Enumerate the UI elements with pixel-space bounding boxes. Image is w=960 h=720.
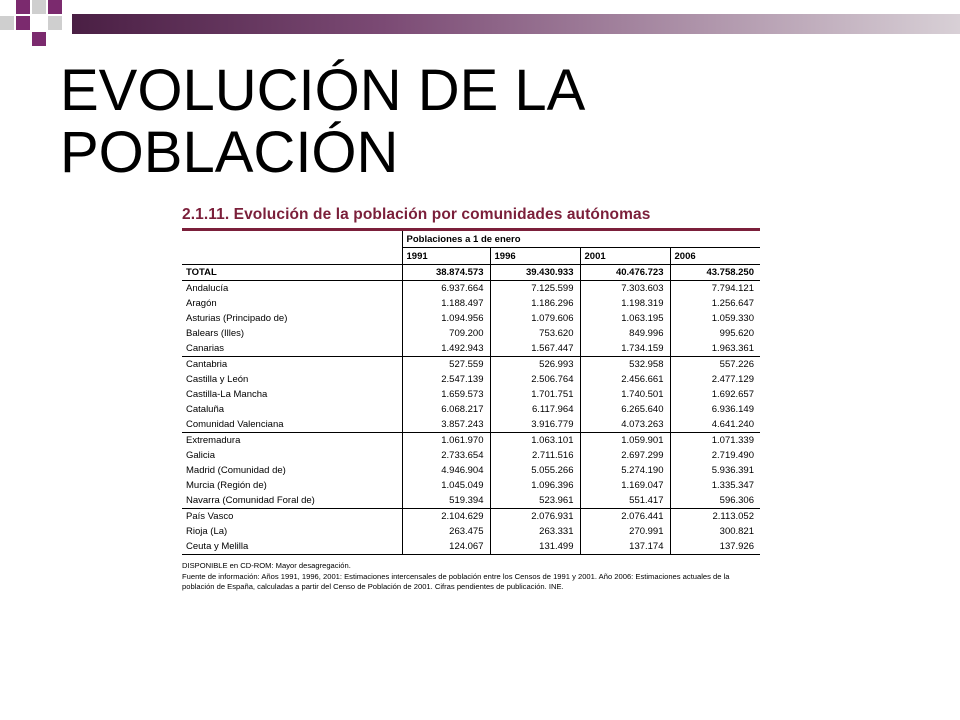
cell-value: 5.274.190	[580, 463, 670, 478]
cell-value: 1.079.606	[490, 311, 580, 326]
cell-value: 1.692.657	[670, 387, 760, 402]
cell-value: 4.073.263	[580, 417, 670, 433]
table-row	[182, 326, 760, 341]
row-label: Castilla y León	[186, 374, 249, 385]
decor-square	[0, 16, 14, 30]
cell-value: 38.874.573	[402, 265, 490, 281]
table-row	[182, 311, 760, 326]
row-label: TOTAL	[182, 265, 402, 281]
table-row	[182, 402, 760, 417]
cell-value: 551.417	[580, 493, 670, 509]
cell-value: 1.096.396	[490, 478, 580, 493]
table-row	[182, 296, 760, 311]
cell-value: 263.475	[402, 524, 490, 539]
cell-value: 2.547.139	[402, 372, 490, 387]
row-label: Balears (Illes)	[186, 328, 245, 339]
cell-value: 7.125.599	[490, 281, 580, 297]
cell-value: 709.200	[402, 326, 490, 341]
cell-value: 2.477.129	[670, 372, 760, 387]
table-row	[182, 463, 760, 478]
cell-value: 40.476.723	[580, 265, 670, 281]
row-label: Navarra (Comunidad Foral de)	[186, 495, 315, 506]
cell-value: 1.169.047	[580, 478, 670, 493]
header-bar	[72, 14, 960, 34]
cell-value: 2.113.052	[670, 509, 760, 525]
cell-value: 995.620	[670, 326, 760, 341]
cell-value: 523.961	[490, 493, 580, 509]
cell-value: 137.926	[670, 539, 760, 555]
row-label: Canarias	[186, 343, 225, 354]
slide-title-line-2: POBLACIÓN	[60, 120, 399, 185]
cell-value: 2.733.654	[402, 448, 490, 463]
cell-value: 137.174	[580, 539, 670, 555]
cell-value: 5.936.391	[670, 463, 760, 478]
cell-value: 4.641.240	[670, 417, 760, 433]
cell-value: 1.701.751	[490, 387, 580, 402]
cell-value: 1.188.497	[402, 296, 490, 311]
cell-value: 2.456.661	[580, 372, 670, 387]
cell-value: 527.559	[402, 357, 490, 373]
cell-value: 519.394	[402, 493, 490, 509]
cell-value: 1.659.573	[402, 387, 490, 402]
table-row	[182, 539, 760, 555]
cell-value: 5.055.266	[490, 463, 580, 478]
cell-value: 1.256.647	[670, 296, 760, 311]
cell-value: 7.303.603	[580, 281, 670, 297]
cell-value: 300.821	[670, 524, 760, 539]
row-label: Asturias (Principado de)	[186, 313, 288, 324]
year-header: 1991	[402, 248, 490, 265]
row-label: Ceuta y Melilla	[182, 539, 402, 555]
group-header-row	[182, 231, 760, 248]
table-title: 2.1.11. Evolución de la población por comunidades autónomas	[182, 206, 651, 223]
row-label: Extremadura	[182, 433, 402, 449]
cell-value: 6.068.217	[402, 402, 490, 417]
table-row	[182, 372, 760, 387]
cell-value: 1.567.447	[490, 341, 580, 357]
cell-value: 1.061.970	[402, 433, 490, 449]
cell-value: 526.993	[490, 357, 580, 373]
cell-value: 532.958	[580, 357, 670, 373]
year-header: 2001	[580, 248, 670, 265]
cell-value: 39.430.933	[490, 265, 580, 281]
cell-value: 43.758.250	[670, 265, 760, 281]
cell-value: 263.331	[490, 524, 580, 539]
note-availability: DISPONIBLE en CD-ROM: Mayor desagregación.	[182, 561, 351, 570]
slide-title-line-1: EVOLUCIÓN DE LA	[60, 58, 586, 123]
note-source: Fuente de información: Años 1991, 1996, 2001: Estimaciones intercensales de población entre los Censos de 1991 y 2001. Año 2006: Estimaciones actuales de la población de España, calculadas a partir del Censo de Población de 2001. Cifras pendientes de publicación. INE.	[182, 572, 730, 591]
row-label: Cantabria	[182, 357, 402, 373]
cell-value: 3.916.779	[490, 417, 580, 433]
cell-value: 1.198.319	[580, 296, 670, 311]
decor-square	[32, 32, 46, 46]
table-row	[182, 417, 760, 433]
table-row	[182, 509, 760, 525]
table-row	[182, 493, 760, 509]
cell-value: 270.991	[580, 524, 670, 539]
table-row	[182, 341, 760, 357]
cell-value: 1.335.347	[670, 478, 760, 493]
cell-value: 1.492.943	[402, 341, 490, 357]
cell-value: 849.996	[580, 326, 670, 341]
cell-value: 124.067	[402, 539, 490, 555]
table-body	[182, 281, 760, 555]
cell-value: 1.094.956	[402, 311, 490, 326]
table-row	[182, 478, 760, 493]
cell-value: 1.045.049	[402, 478, 490, 493]
cell-value: 1.063.195	[580, 311, 670, 326]
year-header-row	[182, 248, 760, 265]
cell-value: 6.936.149	[670, 402, 760, 417]
cell-value: 2.719.490	[670, 448, 760, 463]
table-row	[182, 357, 760, 373]
cell-value: 2.104.629	[402, 509, 490, 525]
year-header: 1996	[490, 248, 580, 265]
cell-value: 2.506.764	[490, 372, 580, 387]
row-label: Andalucía	[186, 283, 229, 294]
table-row	[182, 281, 760, 297]
cell-value: 1.734.159	[580, 341, 670, 357]
cell-value: 1.186.296	[490, 296, 580, 311]
year-header: 2006	[670, 248, 760, 265]
cell-value: 1.063.101	[490, 433, 580, 449]
cell-value: 1.071.339	[670, 433, 760, 449]
population-table-document	[182, 206, 760, 593]
cell-value: 6.937.664	[402, 281, 490, 297]
cell-value: 2.697.299	[580, 448, 670, 463]
cell-value: 1.963.361	[670, 341, 760, 357]
cell-value: 753.620	[490, 326, 580, 341]
cell-value: 3.857.243	[402, 417, 490, 433]
decor-square	[48, 0, 62, 14]
table-row	[182, 387, 760, 402]
row-label: Castilla-La Mancha	[186, 389, 268, 400]
cell-value: 1.059.330	[670, 311, 760, 326]
row-label: País Vasco	[182, 509, 402, 525]
table-row	[182, 433, 760, 449]
row-label: Rioja (La)	[186, 526, 228, 537]
cell-value: 2.076.931	[490, 509, 580, 525]
row-label: Murcia (Región de)	[186, 480, 267, 491]
cell-value: 7.794.121	[670, 281, 760, 297]
cell-value: 2.711.516	[490, 448, 580, 463]
row-label: Galicia	[186, 450, 216, 461]
population-table	[182, 231, 760, 555]
cell-value: 1.059.901	[580, 433, 670, 449]
decor-square	[32, 0, 46, 14]
decor-square	[48, 16, 62, 30]
decor-square	[16, 16, 30, 30]
cell-value: 131.499	[490, 539, 580, 555]
slide-title	[60, 60, 920, 184]
cell-value: 596.306	[670, 493, 760, 509]
row-label: Madrid (Comunidad de)	[186, 465, 286, 476]
cell-value: 2.076.441	[580, 509, 670, 525]
cell-value: 557.226	[670, 357, 760, 373]
group-header: Poblaciones a 1 de enero	[402, 231, 760, 248]
row-label: Cataluña	[186, 404, 225, 415]
table-row	[182, 448, 760, 463]
table-row-total	[182, 265, 760, 281]
table-notes	[182, 561, 760, 592]
table-row	[182, 524, 760, 539]
cell-value: 1.740.501	[580, 387, 670, 402]
cell-value: 6.117.964	[490, 402, 580, 417]
cell-value: 6.265.640	[580, 402, 670, 417]
row-label: Comunidad Valenciana	[186, 419, 284, 430]
decor-square	[16, 0, 30, 14]
row-label: Aragón	[186, 298, 217, 309]
cell-value: 4.946.904	[402, 463, 490, 478]
